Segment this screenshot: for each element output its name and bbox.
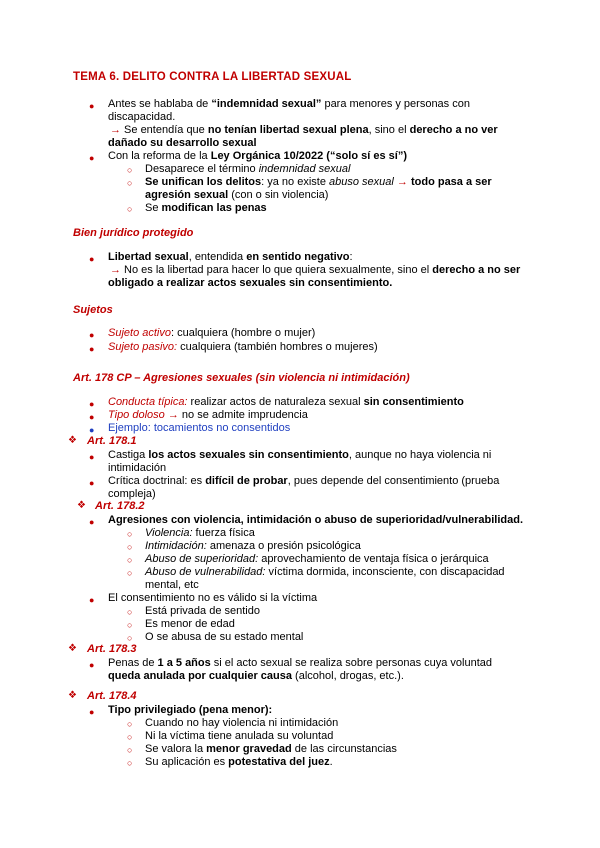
- a1781-line-2: intimidación: [108, 462, 167, 474]
- text: si el acto sexual se realiza sobre personas cuya voluntad: [210, 657, 493, 669]
- text: .: [329, 756, 333, 768]
- text-bold: Libertad sexual: [108, 251, 189, 263]
- bullet-icon: ●: [89, 101, 95, 111]
- text-bold: derecho a no ver: [409, 124, 498, 136]
- text: Castiga: [108, 449, 149, 461]
- text-bold: “indemnidad sexual”: [211, 98, 322, 110]
- sujeto-activo: [108, 327, 315, 340]
- reform-sub-3: [145, 202, 267, 215]
- arrow-icon: →: [164, 409, 182, 421]
- text: No es la libertad para hacer lo que quiera sexualmente, sino el: [121, 264, 433, 276]
- text-bold: todo pasa a ser: [410, 176, 492, 188]
- text-bold: 1 a 5 años: [157, 657, 211, 669]
- a1782-vulnerabilidad: [145, 566, 505, 579]
- section-heading-art-178-2: Art. 178.2: [95, 500, 145, 512]
- intro-line-2: discapacidad.: [108, 111, 176, 123]
- text: , entendida: [188, 251, 247, 263]
- sub-bullet-icon: ○: [127, 745, 133, 755]
- bien-line-1: [108, 251, 353, 264]
- bullet-icon: ●: [89, 517, 95, 527]
- conducta-tipica: [108, 396, 464, 409]
- text: amenaza o presión psicológica: [206, 540, 361, 552]
- text-bold: agresión sexual: [145, 189, 229, 201]
- text: Penas de: [108, 657, 158, 669]
- text-italic: Conducta típica:: [108, 396, 188, 408]
- reform-sub-2-cont: [145, 189, 328, 202]
- text-bold: los actos sexuales sin consentimiento: [148, 449, 349, 461]
- sub-bullet-icon: ○: [127, 165, 133, 175]
- arrow-icon: →: [393, 176, 411, 188]
- text: , aunque no haya violencia ni: [348, 449, 492, 461]
- sub-bullet-icon: ○: [127, 620, 133, 630]
- a1782-superioridad: [145, 553, 489, 566]
- text-bold: no tenían libertad sexual plena: [207, 124, 369, 136]
- sub-bullet-icon: ○: [127, 719, 133, 729]
- reform-line: [108, 150, 407, 163]
- text-italic: abuso sexual: [329, 176, 394, 188]
- text: Se entendía que: [121, 124, 208, 136]
- text-bold: queda anulada por cualquier causa: [108, 670, 292, 682]
- a1784-sub-1: Cuando no hay violencia ni intimidación: [145, 717, 339, 729]
- text-bold: difícil de probar: [205, 475, 288, 487]
- intro-line-1: [108, 98, 470, 111]
- text: Se valora la: [145, 743, 207, 755]
- text: Crítica doctrinal: es: [108, 475, 206, 487]
- sub-bullet-icon: ○: [127, 204, 133, 214]
- text-bold: menor gravedad: [206, 743, 292, 755]
- a1784-line-1: Tipo privilegiado (pena menor):: [108, 704, 273, 716]
- page-title: TEMA 6. DELITO CONTRA LA LIBERTAD SEXUAL: [73, 71, 352, 83]
- text-bold: potestativa del juez: [228, 756, 330, 768]
- tipo-doloso: [108, 409, 308, 422]
- section-heading-art-178-4: Art. 178.4: [87, 690, 137, 702]
- sub-bullet-icon: ○: [127, 732, 133, 742]
- sub-bullet-icon: ○: [127, 555, 133, 565]
- a1781-line-3: [108, 475, 499, 488]
- a1782-cons-2: Es menor de edad: [145, 618, 235, 630]
- reform-sub-1: [145, 163, 350, 176]
- bien-line-3: obligado a realizar actos sexuales sin consentimiento.: [108, 277, 393, 289]
- text: realizar actos de naturaleza sexual: [187, 396, 364, 408]
- text-bold: modifican las penas: [161, 202, 267, 214]
- sub-bullet-icon: ○: [127, 178, 133, 188]
- bullet-icon: ●: [89, 153, 95, 163]
- bullet-icon: ●: [89, 254, 95, 264]
- text: cualquiera (también hombres o mujeres): [177, 341, 378, 353]
- text-bold: Ley Orgánica 10/2022 (“solo sí es sí”): [210, 150, 407, 162]
- section-heading-sujetos: Sujetos: [73, 304, 113, 316]
- text-italic: Tipo doloso: [108, 409, 165, 421]
- text-italic: Sujeto activo: [108, 327, 171, 339]
- text-bold: Se unifican los delitos: [145, 176, 262, 188]
- section-heading-art-178-1: Art. 178.1: [87, 435, 137, 447]
- text: fuerza física: [192, 527, 255, 539]
- diamond-icon: ❖: [68, 435, 77, 446]
- sub-bullet-icon: ○: [127, 542, 133, 552]
- text-italic: indemnidad sexual: [258, 163, 351, 175]
- bien-line-2: [110, 264, 520, 277]
- a1782-vulnerabilidad-cont: mental, etc: [145, 579, 199, 591]
- arrow-icon: →: [110, 124, 121, 136]
- sub-bullet-icon: ○: [127, 607, 133, 617]
- text-italic: Sujeto pasivo:: [108, 341, 178, 353]
- a1781-line-4: compleja): [108, 488, 156, 500]
- a1782-cons-1: Está privada de sentido: [145, 605, 260, 617]
- reform-sub-2: [145, 176, 492, 189]
- text-italic: Violencia:: [145, 527, 193, 539]
- text: Se: [145, 202, 162, 214]
- text: Con la reforma de la: [108, 150, 211, 162]
- bullet-icon: ●: [89, 478, 95, 488]
- text-bold: sin consentimiento: [363, 396, 464, 408]
- intro-line-3: [110, 124, 498, 137]
- section-heading-bien-juridico: Bien jurídico protegido: [73, 227, 194, 239]
- text-italic: Abuso de vulnerabilidad:: [145, 566, 266, 578]
- section-heading-art-178-3: Art. 178.3: [87, 643, 137, 655]
- text: no se admite imprudencia: [181, 409, 308, 421]
- text: , sino el: [368, 124, 410, 136]
- a1782-intimidacion: [145, 540, 361, 553]
- ejemplo: Ejemplo: tocamientos no consentidos: [108, 422, 291, 434]
- text-italic: Intimidación:: [145, 540, 207, 552]
- bullet-icon: ●: [89, 330, 95, 340]
- sub-bullet-icon: ○: [127, 758, 133, 768]
- a1784-sub-4: [145, 756, 333, 769]
- section-heading-art-178: Art. 178 CP – Agresiones sexuales (sin violencia ni intimidación): [73, 372, 410, 384]
- a1784-sub-3: [145, 743, 397, 756]
- text: Desaparece el término: [145, 163, 259, 175]
- text: Su aplicación es: [145, 756, 229, 768]
- text: Antes se hablaba de: [108, 98, 212, 110]
- bullet-icon: ●: [89, 344, 95, 354]
- a1784-sub-2: Ni la víctima tiene anulada su voluntad: [145, 730, 334, 742]
- text: víctima dormida, inconsciente, con discapacidad: [265, 566, 505, 578]
- text-bold: en sentido negativo: [246, 251, 350, 263]
- a1782-violencia: [145, 527, 255, 540]
- sujeto-pasivo: [108, 341, 378, 354]
- text: (con o sin violencia): [228, 189, 329, 201]
- a1783-line-2: [108, 670, 404, 683]
- bullet-icon: ●: [89, 412, 95, 422]
- text: (alcohol, drogas, etc.).: [292, 670, 404, 682]
- a1783-line-1: [108, 657, 492, 670]
- arrow-icon: →: [110, 264, 121, 276]
- bullet-icon: ●: [89, 595, 95, 605]
- text: : ya no existe: [261, 176, 330, 188]
- bullet-icon: ●: [89, 660, 95, 670]
- diamond-icon: ❖: [77, 500, 86, 511]
- bullet-icon: ●: [89, 707, 95, 717]
- text-italic: Abuso de superioridad:: [145, 553, 259, 565]
- text: :: [349, 251, 353, 263]
- a1781-line-1: [108, 449, 491, 462]
- text: de las circunstancias: [291, 743, 397, 755]
- a1782-consentimiento: El consentimiento no es válido si la víctima: [108, 592, 318, 604]
- sub-bullet-icon: ○: [127, 633, 133, 643]
- text: para menores y personas con: [321, 98, 470, 110]
- bullet-icon: ●: [89, 399, 95, 409]
- sub-bullet-icon: ○: [127, 529, 133, 539]
- a1782-line-1: Agresiones con violencia, intimidación o abuso de superioridad/vulnerabilidad.: [108, 514, 524, 526]
- sub-bullet-icon: ○: [127, 568, 133, 578]
- intro-line-4: dañado su desarrollo sexual: [108, 137, 257, 149]
- text: , pues depende del consentimiento (prueba: [287, 475, 500, 487]
- bullet-icon: ●: [89, 425, 95, 435]
- bullet-icon: ●: [89, 452, 95, 462]
- diamond-icon: ❖: [68, 690, 77, 701]
- diamond-icon: ❖: [68, 643, 77, 654]
- text: : cualquiera (hombre o mujer): [170, 327, 316, 339]
- text-bold: derecho a no ser: [432, 264, 521, 276]
- text: aprovechamiento de ventaja física o jerárquica: [258, 553, 489, 565]
- a1782-cons-3: O se abusa de su estado mental: [145, 631, 304, 643]
